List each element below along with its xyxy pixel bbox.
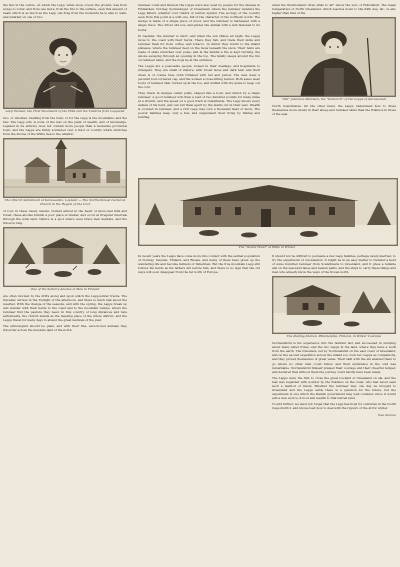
posting-station-drawing [273,277,395,333]
article-text: the fact in the centre, on which the Lapp, when snow covers the ground, was from wolge to vollor, and from one more, from the fire to the surface, even this amount of beam which is as much as the Lapp can drag from the momenta he is able to walk, and whether on one or two [3,3,127,20]
patriarch-caption: "Old" Johannes Mattisen, the "Patriarch" of the Lapps of Karesuando [281,97,387,102]
article-text: two, or whether, dwelling from the tolar, or for the Lapp is the mountains, and the raw. The Lapp who is none of the less on the plain of wealth, and of knowledge. Lapland in its entirety does not contain more people than a moderate provincial town, and the Lapps are thinly scattered over a tract of country which stretches from the shores of the White Sea to the Atlantic. [3,115,127,137]
author-signature: Carl Siewers [377,412,396,417]
church-drawing [4,139,126,197]
article-text: are often blocked by the drifts along and upon which the Lapp-winter tracks. The traveller, arrives in the Twilight of the afternoon, and there is much talk about the weather. With the change of the seasons, and with the spring, the Lapps break up and wander with their herds to the coast and to the mountain valleys, where the reindeer find the pasture they need. In this country of long distances and rare settlements, the church stands as the meeting place of the whole district, and the Lapps travel for many days to attend the great festivals of the year. [3,293,127,323]
sledges-caption: One of the Solitary Abodes of Man in Finland [30,287,100,291]
article-text: It should not be difficult to persuade a few Lapp families, perhaps newly-married, to try the experiment of colonisation. It might be in an easy matter to transfer a herd of some hundred reindeer from Scandinavia to Greenland, and it gives a reliable aim on the sea-ward lanes and beaten paths, and the ships to carry these things and men who already know the ways of the frozen north. [272,254,396,275]
article-text: In recent years the Lapps have come more into contact with the settled population of Norway, Sweden, Finland, and Russia, and many of them have given up the wandering life and become farmers or fishermen. But the true mountain Lapp still follows his herds as his fathers did before him, and there is no sign that the old ways will soon disappear from the far north of Europe. [138,254,260,275]
grand-hotel-drawing [139,179,397,245]
column-left [3,3,127,563]
article-text: The ethnologists should be plain, and with their fine, sure-footed animals they travel far across the desolate land of the north. [3,324,127,333]
portrait-caption: Lapp Woman, the First Woodward of the Hills and the Tundras from Lappland [5,109,125,114]
church-caption: The Church Settlement at Karesuando, Lapland — The Northernmost Lutheran Church in the Region of the Czar [4,198,126,207]
article-text: In Lapland, the summer is short, and when the sun shines all night, the Lapps move to the coast with their herds. There they fish, and trade their skins and reindeer flesh for flour, coffee, and tobacco. In winter they return to the inland plateaus, where the reindeer feed on the moss beneath the snow. Their tents are made of skins stretched over poles, and in the middle a fire is kept burning, the smoke escaping through an opening in the top. The family sleeps around the fire on reindeer skins, and the dogs lie at the entrance. [138,33,260,63]
article-text: They travel in sledges called pulks, shaped like a boat, and drawn by a single reindeer. A good reindeer will draw a load of two hundred pounds for many miles at a stretch, and the speed on a good track is remarkable. The Lapp knows every animal of his herd, and can tell them apart by the marks cut in their ears. Wealth is counted in reindeer, and a rich Lapp may own a thousand head or more. The poorer families keep only a few, and supplement their living by fishing and hunting. [138,90,260,120]
article-text: The Lapps were the first to cross the great ice-field of Greenland on ski, and the feat was regarded with wonder by the Eskimos on the coast, who had never seen such a method of travel. Whether the reindeer may one day be brought to Greenland and the Lapps settle there is a question for the future, but the experiment is one which the Danish government may well consider, since it would add a new source of food and wealth to that barren land. [272,375,396,401]
patriarch-drawing [273,18,395,96]
article-text: reindeer coats and thereon the Lapps were also used by people for the dresses in Finmarken, Norway, Sydvaranger, or Greenland, where the reindeer wanders the Lapp killers, whether over tundra or barren upland. The ecology of the country seen from this point is a wild one, full of the character of the northern world. The sledge is made of a single piece of wood, and the reindeer is harnessed with a single trace. The driver sits low, and guides the animal with a rein fastened to its horns. [138,3,260,32]
column-right-lower [272,254,396,563]
grand-hotel-caption: The "Grand Hotel" at Mitta in Winter [238,245,296,249]
sledges-drawing [4,228,126,286]
article-text: when the thermometer often sinks to 40° below the zero of Fahrenheit. The mean temperature of North Greenland, which reaches down to the 64th deg. lat., is also higher than that of the [272,3,396,16]
article-text: North Scandinavia. On the other hand, the Lapps understand how to dress themselves more wisely in their sheep and reindeer skins than the Eskimos in those of the seal. [272,103,396,117]
column-right-top [272,3,396,175]
article-text: Nordenskiöld is his experience into the familiar fact and succeeded in studying about many aided tribes, and the two Lapps in the land, where they have a work from the earth. The travellers, led by Nordenskiöld on the east coast of Greenland, and on the second expedition across the inland ice, took two Lapps as companions, and they proved themselves of great value. Their skill with the ski enabled them to go where no other man could follow, and their endurance in the cold was remarkable. Nordenskiöld himself praised their courage and their cheerful temper, and declared that without them the journey could hardly have been made. [272,341,396,374]
old-johannes-portrait [272,17,396,97]
column-center-lower [138,254,260,563]
article-text: To add further, we must not forget that the Lapp has lived for centuries in the North Cape district, and knows best how to deal with the rigours of the Arctic winter. [272,402,396,411]
portrait-illustration [4,22,126,108]
sledges-illustration [3,227,127,287]
grand-hotel-illustration [138,178,398,246]
article-text: The Lapps are a peaceable people, honest in their dealings, and hospitable to strangers. They are small of stature, with broad faces and dark hair, and their dress is of coarse blue cloth trimmed with red and yellow. The men wear a peculiar four-cornered cap, and the women a close-fitting bonnet. Both sexes wear boots of reindeer skin, turned up at the toe, and stuffed with dry grass to keep out the cold. [138,64,260,89]
posting-station-illustration [272,276,396,334]
article-text: of roof, in these lonely wastes. Nomad almost in the heart of snow-clad hills and forest, these abodes furnish a poor place of shelter, and occur at irregular intervals through the wide land. Nature is a spot where even brave men hesitate, and the travel is long. [3,208,127,225]
lapp-woman-portrait [3,21,127,109]
posting-station-caption: The Posting-Station, Philadelphia, Finland, in Winter Costume [286,334,382,339]
church-illustration [3,138,127,198]
